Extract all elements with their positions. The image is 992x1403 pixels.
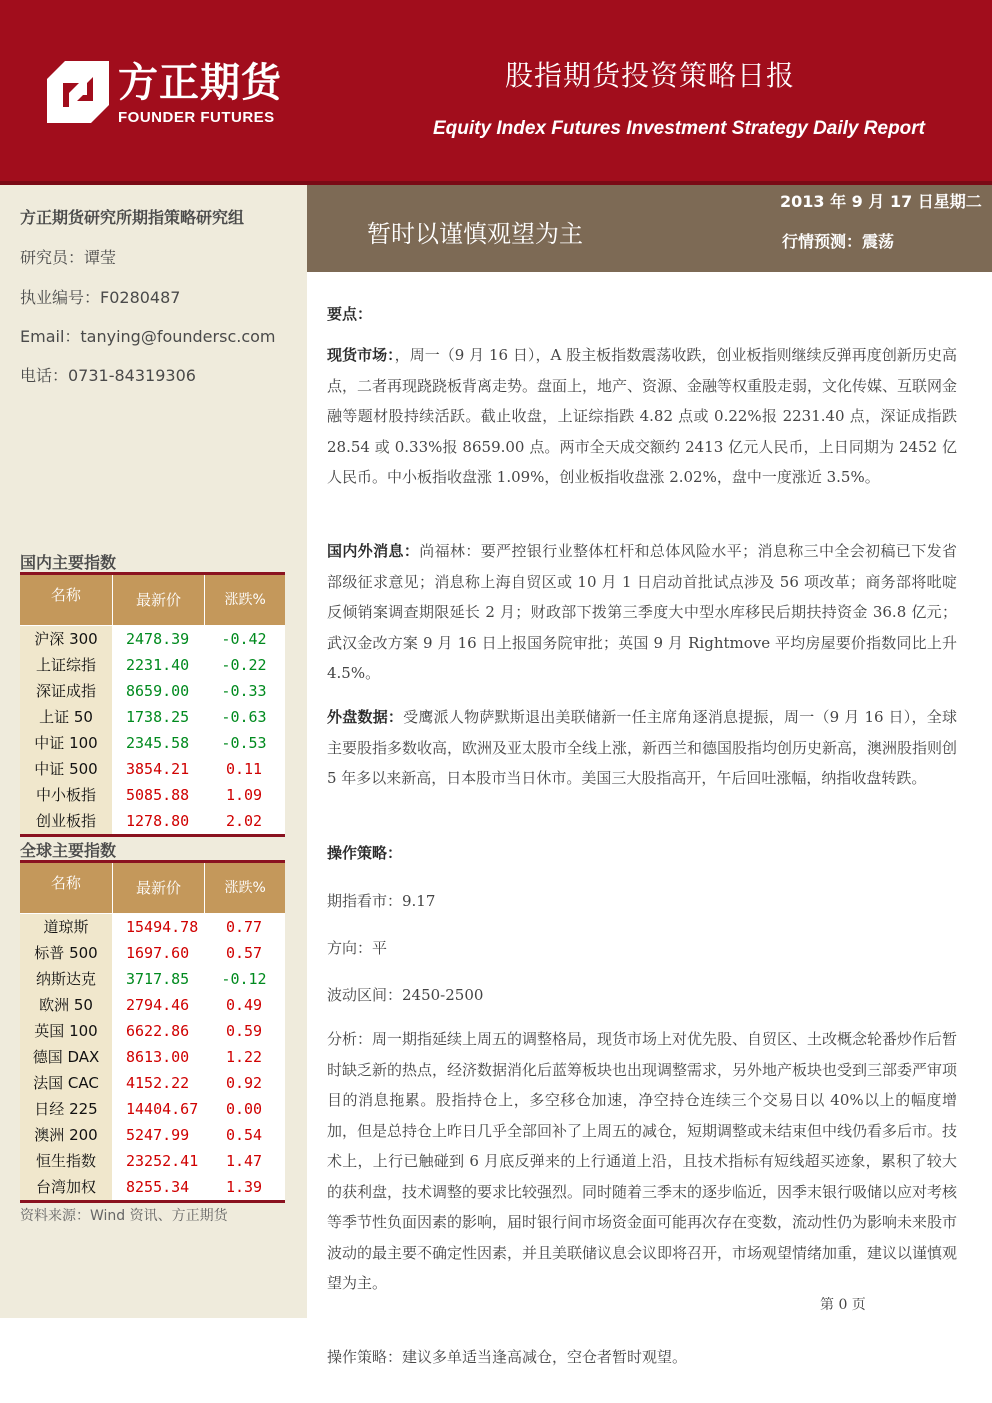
index-name: 中小板指 [20, 782, 112, 808]
index-change: 1.47 [225, 1152, 263, 1170]
table-row [20, 678, 285, 704]
col-name: 名称 [50, 874, 81, 892]
index-name: 法国 CAC [20, 1070, 112, 1096]
fluctuation-range: 波动区间：2450-2500 [327, 986, 484, 1004]
index-name: 恒生指数 [20, 1148, 112, 1174]
col-price: 最新价 [112, 863, 205, 913]
index-name: 中证 100 [20, 730, 112, 756]
table-row [20, 1148, 285, 1174]
index-name: 上证综指 [20, 652, 112, 678]
data-source: 资料来源：Wind 资讯、方正期货 [20, 1208, 228, 1224]
license-number: 执业编号：F0280487 [20, 288, 181, 307]
report-date: 2013 年 9 月 17 日星期二 [780, 192, 982, 211]
index-name: 深证成指 [20, 678, 112, 704]
index-price: 1738.25 [126, 708, 190, 726]
table-row [20, 1122, 285, 1148]
index-change: -0.12 [221, 970, 267, 988]
research-group: 方正期货研究所期指策略研究组 [20, 208, 245, 227]
domestic-indices-heading: 国内主要指数 [20, 553, 117, 572]
table-row [20, 704, 285, 730]
news-paragraph: 国内外消息：尚福林：要严控银行业整体杠杆和总体风险水平；消息称三中全会初稿已下发省部级征求意见；消息称上海自贸区或 10 月 1 日启动首批试点涉及 56 项改革；商务部将吡啶反倾销案调查期限延长 2 月；财政部下拨第三季度大中型水库移民后期扶持资金 36.8 亿元；武汉金改方案 9 月 16 日上报国务院审批；英国 9 月 Rightmove 平均房屋要价指数同比上升 4.5%。 [327, 542, 957, 682]
table-row [20, 808, 285, 834]
table-row [20, 652, 285, 678]
index-name: 标普 500 [20, 940, 112, 966]
index-change: 0.00 [225, 1100, 263, 1118]
index-price: 8613.00 [126, 1048, 190, 1066]
index-change: -0.22 [221, 656, 267, 674]
founder-logo-icon [47, 61, 109, 123]
index-change: -0.42 [221, 630, 267, 648]
spot-market-paragraph: 现货市场：，周一（9 月 16 日），A 股主板指数震荡收跌，创业板指则继续反弹再度创新历史高点，二者再现跷跷板背离走势。盘面上，地产、资源、金融等权重股走弱，文化传媒、互联网金融等题材股持续活跃。截止收盘，上证综指跌 4.82 点或 0.22%报 2231.40 点，深证成指跌 28.54 或 0.33%报 8659.00 点。两市全天成交额约 2413 亿元人民币，上日同期为 2452 亿人民币。中小板指收盘涨 1.09%，创业板指收盘涨 2.02%，盘中一度涨近 3.5%。 [327, 346, 958, 486]
index-price: 15494.78 [126, 918, 199, 936]
index-name: 纳斯达克 [20, 966, 112, 992]
report-title-cn: 股指期货投资策略日报 [505, 59, 796, 92]
col-change: 涨跌% [204, 575, 285, 625]
global-indices-table [20, 860, 285, 1203]
table-row [20, 730, 285, 756]
table-row [20, 782, 285, 808]
index-name: 日经 225 [20, 1096, 112, 1122]
overseas-paragraph: 外盘数据：受鹰派人物萨默斯退出美联储新一任主席角逐消息提振，周一（9 月 16 日），全球主要股指多数收高，欧洲及亚太股市全线上涨，新西兰和德国股指均创历史新高，澳洲股指则创 5 年多以来新高，日本股市当日休市。美国三大股指高开，午后回吐涨幅，纳指收盘转跌。 [327, 708, 958, 787]
index-price: 5085.88 [126, 786, 190, 804]
table-row [20, 1096, 285, 1122]
index-change: -0.53 [221, 734, 267, 752]
index-price: 2794.46 [126, 996, 190, 1014]
news-label: 国内外消息： [327, 542, 420, 560]
strategy-advice: 操作策略：建议多单适当逢高减仓，空仓者暂时观望。 [327, 1348, 688, 1366]
index-price: 2478.39 [126, 630, 190, 648]
index-change: 2.02 [225, 812, 263, 830]
table-bottom-rule [20, 834, 285, 837]
index-price: 4152.22 [126, 1074, 190, 1092]
index-name: 台湾加权 [20, 1174, 112, 1200]
table-header [20, 860, 285, 914]
table-bottom-rule [20, 1200, 285, 1203]
table-row [20, 940, 285, 966]
page-number: 第 0 页 [818, 1294, 868, 1314]
spot-market-label: 现货市场： [327, 346, 395, 364]
index-name: 道琼斯 [20, 914, 112, 940]
domestic-indices-table [20, 572, 285, 837]
table-row [20, 1174, 285, 1200]
logo-wordmark-en: FOUNDER FUTURES [118, 109, 275, 126]
table-row [20, 1044, 285, 1070]
key-points-heading: 要点： [327, 305, 373, 323]
index-name: 德国 DAX [20, 1044, 112, 1070]
index-price: 14404.67 [126, 1100, 199, 1118]
index-price: 1278.80 [126, 812, 190, 830]
strategy-heading: 操作策略： [327, 844, 403, 862]
global-indices-heading: 全球主要指数 [20, 841, 117, 860]
index-change: 0.57 [225, 944, 263, 962]
table-row [20, 1018, 285, 1044]
table-row [20, 626, 285, 652]
index-change: 0.92 [225, 1074, 263, 1092]
index-price: 23252.41 [126, 1152, 199, 1170]
index-price: 6622.86 [126, 1022, 190, 1040]
col-price: 最新价 [112, 575, 205, 625]
table-row [20, 1070, 285, 1096]
market-forecast: 行情预测：震荡 [782, 232, 895, 251]
index-price: 5247.99 [126, 1126, 190, 1144]
index-change: 0.54 [225, 1126, 263, 1144]
index-name: 上证 50 [20, 704, 112, 730]
overseas-label: 外盘数据： [327, 708, 404, 726]
analyst-phone: 电话：0731-84319306 [20, 366, 196, 385]
index-change: 0.59 [225, 1022, 263, 1040]
index-price: 8255.34 [126, 1178, 190, 1196]
index-change: 0.77 [225, 918, 263, 936]
col-name: 名称 [50, 586, 81, 604]
table-row [20, 966, 285, 992]
index-change: -0.33 [221, 682, 267, 700]
index-name: 中证 500 [20, 756, 112, 782]
index-change: 1.09 [225, 786, 263, 804]
index-name: 欧洲 50 [20, 992, 112, 1018]
index-price: 2345.58 [126, 734, 190, 752]
analysis-paragraph: 分析：周一期指延续上周五的调整格局，现货市场上对优先股、自贸区、土改概念轮番炒作后暂时缺乏新的热点，经济数据消化后蓝筹板块也出现调整需求，另外地产板块也受到三部委严审项目的消息拖累。股指持仓上，多空移仓加速，净空持仓连续三个交易日以 40%以上的幅度增加，但是总持仓上昨日几乎全部回补了上周五的减仓，短期调整或未结束但中线仍看多后市。技术上，上行已触碰到 6 月底反弹来的上行通道上沿，且技术指标有短线超买迹象，累积了较大的获利盘，技术调整的要求比较强烈。同时随着三季末的逐步临近，因季末银行吸储以应对考核等季节性负面因素的影响，届时银行间市场资金面可能再次存在变数，流动性仍为影响未来股市波动的最主要不确定性因素，并且美联储议息会议即将召开，市场观望情绪加重，建议以谨慎观望为主。 [327, 1030, 958, 1292]
table-row [20, 756, 285, 782]
index-name: 沪深 300 [20, 626, 112, 652]
index-price: 1697.60 [126, 944, 190, 962]
index-change: 1.39 [225, 1178, 263, 1196]
analyst-name: 研究员：谭莹 [20, 248, 117, 267]
index-change: 1.22 [225, 1048, 263, 1066]
table-header [20, 572, 285, 626]
logo-wordmark-cn: 方正期货 [118, 60, 282, 106]
index-name: 英国 100 [20, 1018, 112, 1044]
report-title-en: Equity Index Futures Investment Strategy Daily Report [433, 118, 925, 139]
analyst-email: Email：tanying@foundersc.com [20, 327, 276, 346]
index-price: 2231.40 [126, 656, 190, 674]
index-view: 期指看市：9.17 [327, 892, 436, 910]
table-row [20, 992, 285, 1018]
index-change: 0.11 [225, 760, 263, 778]
index-price: 3854.21 [126, 760, 190, 778]
col-change: 涨跌% [204, 863, 285, 913]
table-row [20, 914, 285, 940]
index-change: 0.49 [225, 996, 263, 1014]
direction: 方向：平 [327, 939, 388, 957]
index-change: -0.63 [221, 708, 267, 726]
index-price: 3717.85 [126, 970, 190, 988]
report-headline: 暂时以谨慎观望为主 [367, 220, 583, 248]
index-price: 8659.00 [126, 682, 190, 700]
index-name: 创业板指 [20, 808, 112, 834]
index-name: 澳洲 200 [20, 1122, 112, 1148]
